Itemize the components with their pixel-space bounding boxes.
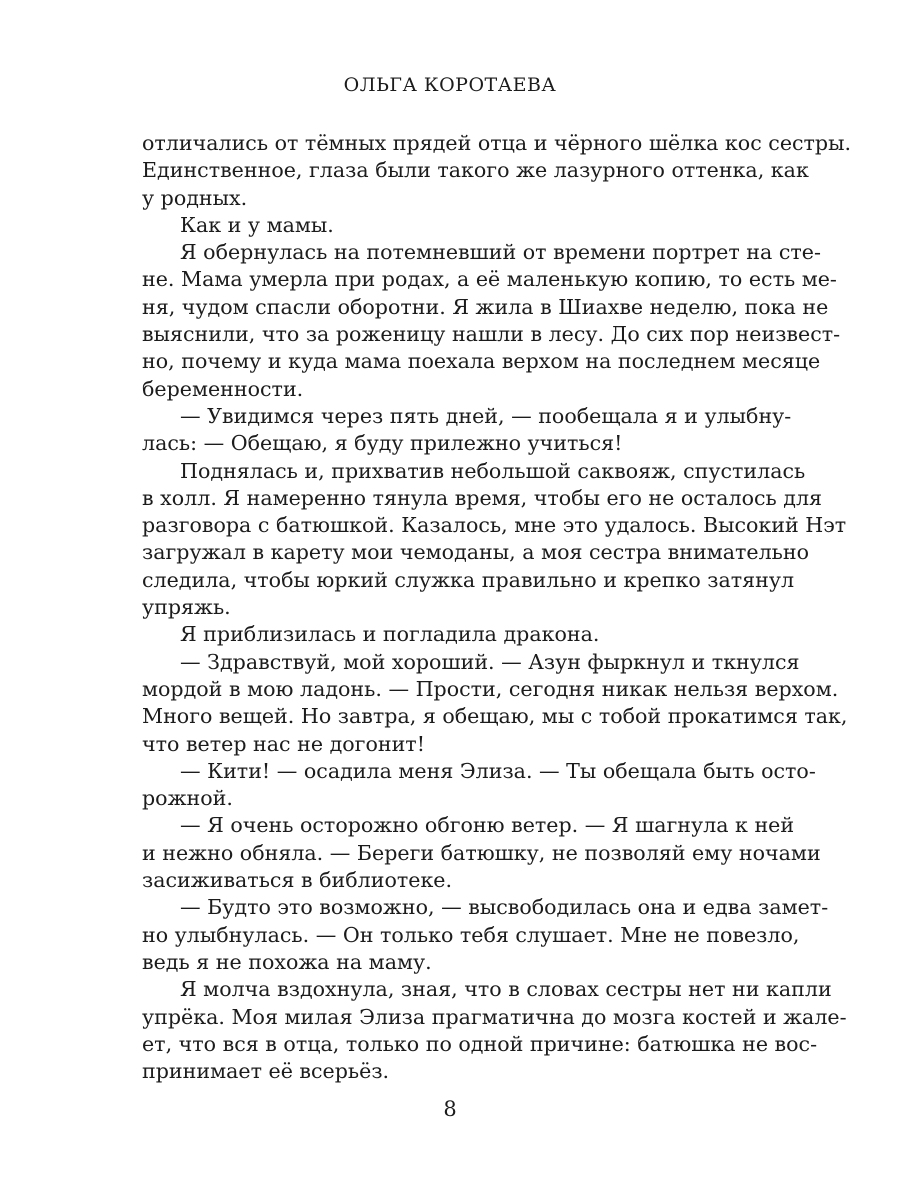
- text-line: Я приблизилась и погладила дракона.: [180, 622, 600, 647]
- text-line: загружал в карету мои чемоданы, а моя сестра внимательно: [142, 540, 810, 565]
- text-line: — Кити! — осадила меня Элиза. — Ты обещала быть осто-: [180, 758, 816, 783]
- text-line: в холл. Я намеренно тянула время, чтобы его не осталось для: [142, 485, 823, 510]
- text-line: засиживаться в библиотеке.: [142, 868, 453, 893]
- text-line: выяснили, что за роженицу нашли в лесу. До сих пор неизвест-: [142, 322, 841, 347]
- running-head-author: ОЛЬГА КОРОТАЕВА: [343, 74, 557, 96]
- text-line: что ветер нас не догонит!: [142, 731, 425, 756]
- text-line: Как и у мамы.: [180, 212, 334, 237]
- text-line: Я молча вздохнула, зная, что в словах сестры нет ни капли: [180, 977, 832, 1002]
- text-line: — Я очень осторожно обгоню ветер. — Я шагнула к ней: [180, 813, 795, 838]
- text-line: — Увидимся через пять дней, — пообещала я и улыбну-: [180, 403, 792, 428]
- text-line: следила, чтобы юркий служка правильно и крепко затянул: [142, 567, 795, 592]
- text-line: у родных.: [142, 185, 248, 210]
- page-number: 8: [443, 1097, 457, 1121]
- text-line: но, почему и куда мама поехала верхом на последнем месяце: [142, 349, 821, 374]
- text-line: упрёка. Моя милая Элиза прагматична до мозга костей и жале-: [142, 1004, 847, 1029]
- text-line: но улыбнулась. — Он только тебя слушает. Мне не повезло,: [142, 922, 800, 947]
- text-line: разговора с батюшкой. Казалось, мне это удалось. Высокий Нэт: [142, 513, 847, 538]
- body-text: [142, 130, 852, 1085]
- text-line: Единственное, глаза были такого же лазурного оттенка, как: [142, 158, 809, 183]
- text-line: мордой в мою ладонь. — Прости, сегодня никак нельзя верхом.: [142, 676, 839, 701]
- text-line: отличались от тёмных прядей отца и чёрного шёлка кос сестры.: [142, 131, 852, 155]
- text-line: упряжь.: [142, 595, 231, 620]
- text-line: не. Мама умерла при родах, а её маленькую копию, то есть ме-: [142, 267, 837, 292]
- text-line: — Будто это возможно, — высвободилась она и едва замет-: [180, 895, 829, 920]
- text-line: ня, чудом спасли оборотни. Я жила в Шиахве неделю, пока не: [142, 294, 829, 319]
- text-line: и нежно обняла. — Береги батюшку, не позволяй ему ночами: [142, 840, 821, 865]
- text-line: беременности.: [142, 376, 304, 401]
- text-line: ведь я не похожа на маму.: [142, 949, 432, 974]
- text-line: рожной.: [142, 786, 233, 811]
- text-line: принимает её всерьёз.: [142, 1059, 390, 1084]
- text-line: Я обернулась на потемневший от времени портрет на сте-: [180, 240, 821, 265]
- text-line: — Здравствуй, мой хороший. — Азун фыркнул и ткнулся: [180, 649, 800, 674]
- text-line: лась: — Обещаю, я буду прилежно учиться!: [142, 431, 623, 456]
- text-line: ет, что вся в отца, только по одной причине: батюшка не вос-: [142, 1031, 818, 1056]
- text-line: Много вещей. Но завтра, я обещаю, мы с тобой прокатимся так,: [142, 704, 848, 729]
- text-line: Поднялась и, прихватив небольшой саквояж, спустилась: [180, 458, 806, 483]
